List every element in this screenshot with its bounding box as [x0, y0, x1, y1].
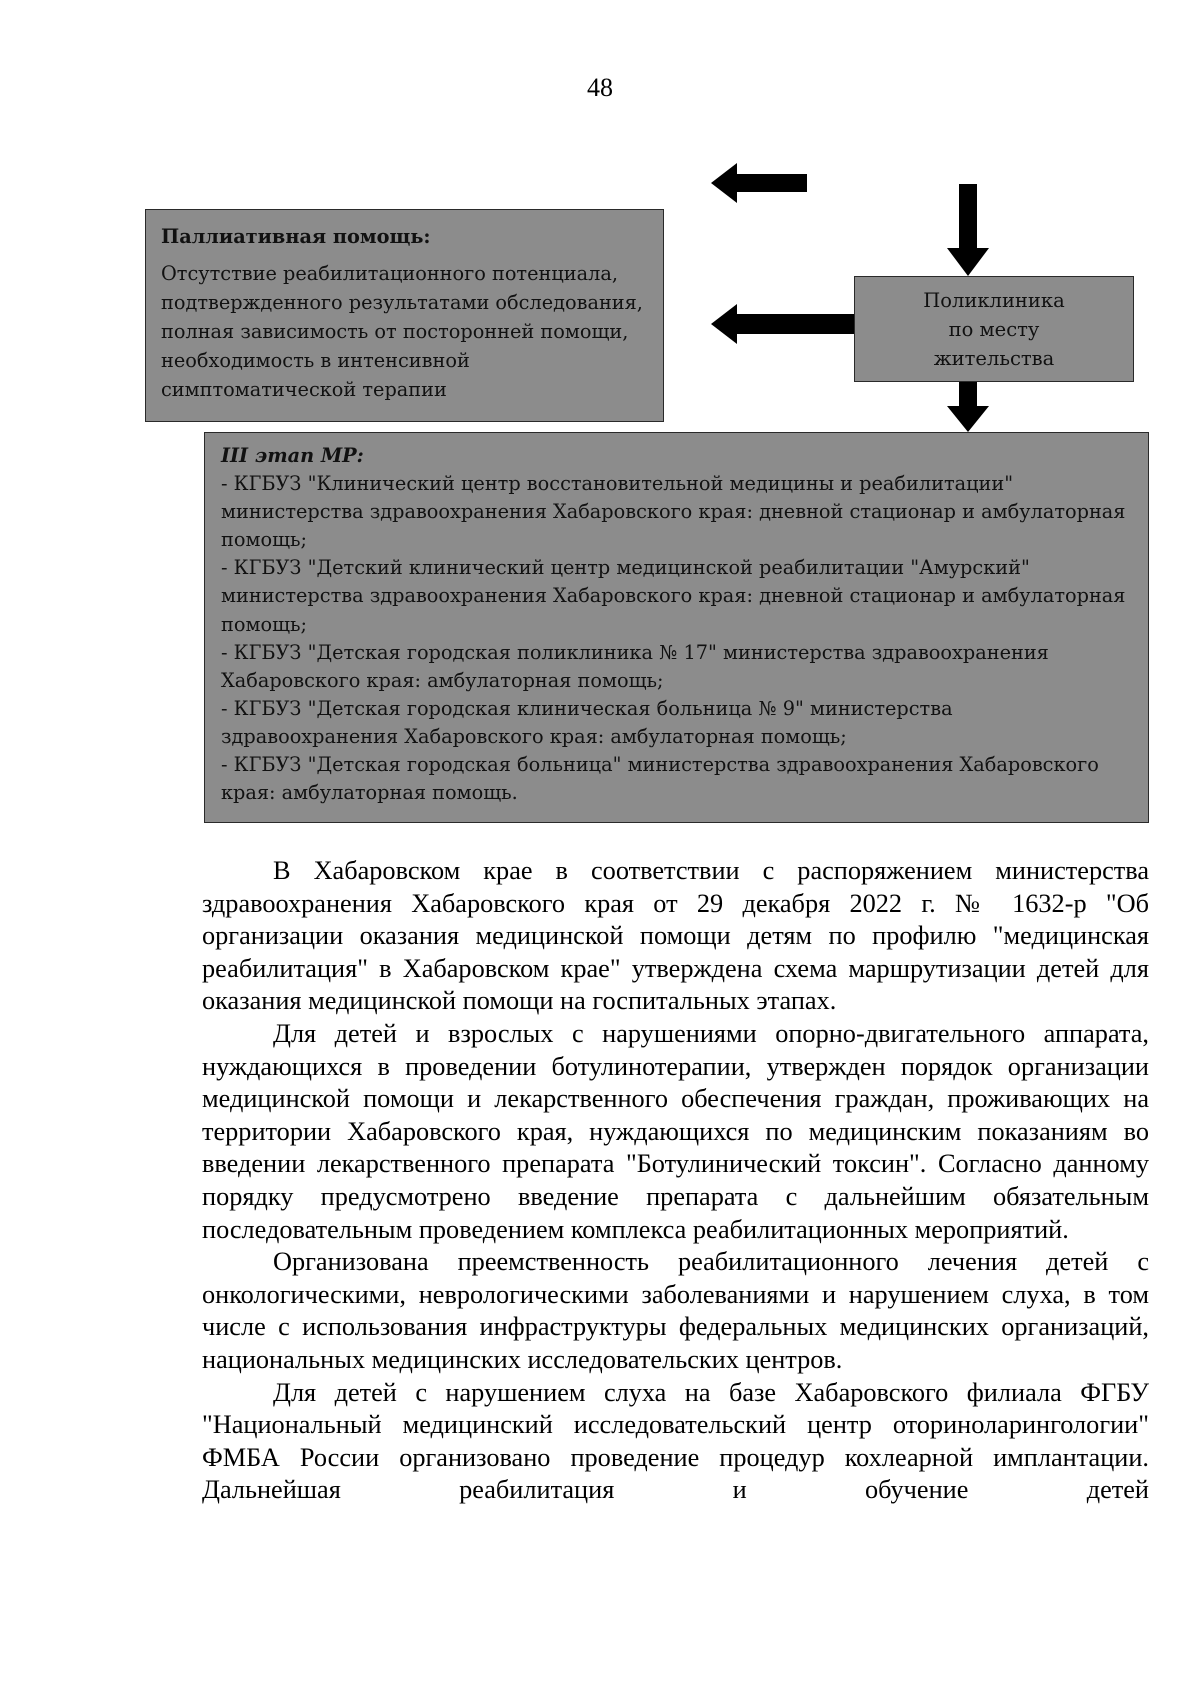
palliative-care-line: подтвержденного результатами обследования,: [161, 291, 643, 314]
palliative-care-line: Отсутствие реабилитационного потенциала,: [161, 262, 618, 285]
palliative-care-title: Паллиативная помощь:: [161, 225, 431, 248]
palliative-care-line: симптоматической терапии: [161, 378, 447, 401]
stage3-item: - КГБУЗ "Детская городская клиническая больница № 9" министерства здравоохранения Хабаровского края: амбулаторная помощь;: [221, 696, 953, 748]
stage3-item: - КГБУЗ "Детская городская поликлиника № 17" министерства здравоохранения Хабаровского края: амбулаторная помощь;: [221, 640, 1049, 692]
stage3-item: - КГБУЗ "Клинический центр восстановительной медицины и реабилитации" министерства здравоохранения Хабаровского края: дневной стационар и амбулаторная помощь;: [221, 472, 1126, 552]
clinic-line: жительства: [933, 347, 1055, 370]
body-paragraph: Организована преемственность реабилитационного лечения детей с онкологическими, неврологическими заболеваниями и нарушением слуха, в том числе с использования инфраструктуры федеральных медицинских организаций, национальных медицинских исследовательских центров.: [202, 1247, 1149, 1374]
body-paragraph: Для детей и взрослых с нарушениями опорно-двигательного аппарата, нуждающихся в проведении ботулинотерапии, утвержден порядок организации медицинской помощи и лекарственного обеспечения граждан, проживающих на территории Хабаровского края, нуждающихся по медицинским показаниям во введении лекарственного препарата "Ботулинический токсин". Согласно данному порядку предусмотрено введение препарата с дальнейшим обязательным последовательным проведением комплекса реабилитационных мероприятий.: [202, 1018, 1149, 1244]
stage3-title: III этап МР:: [221, 444, 364, 467]
arrow-left-top-icon: [711, 163, 807, 203]
body-paragraph: Для детей с нарушением слуха на базе Хабаровского филиала ФГБУ "Национальный медицинский исследовательский центр оториноларингологии" ФМБА России организовано проведение процедур кохлеарной имплантации. Дальнейшая реабилитация и обучение детей: [202, 1377, 1149, 1505]
palliative-care-line: полная зависимость от посторонней помощи,: [161, 320, 629, 343]
stage3-box: [204, 432, 1149, 823]
stage3-item: - КГБУЗ "Детский клинический центр медицинской реабилитации "Амурский" министерства здравоохранения Хабаровского края: дневной стационар и амбулаторная помощь;: [221, 556, 1126, 636]
clinic-box: [854, 276, 1134, 382]
clinic-line: по месту: [948, 318, 1040, 341]
palliative-care-line: необходимость в интенсивной: [161, 349, 470, 372]
stage3-item: - КГБУЗ "Детская городская больница" министерства здравоохранения Хабаровского края: амбулаторная помощь.: [221, 753, 1099, 805]
palliative-care-box: [145, 209, 664, 422]
clinic-line: Поликлиника: [923, 289, 1065, 312]
page-number: 48: [587, 73, 613, 102]
body-text: [202, 855, 1149, 1507]
body-paragraph: В Хабаровском крае в соответствии с распоряжением министерства здравоохранения Хабаровского края от 29 декабря 2022 г. № 1632-р "Об организации оказания медицинской помощи детям по профилю "медицинская реабилитация" в Хабаровском крае" утверждена схема маршрутизации детей для оказания медицинской помощи на госпитальных этапах.: [202, 856, 1149, 1016]
arrow-down-top-icon: [947, 184, 989, 276]
